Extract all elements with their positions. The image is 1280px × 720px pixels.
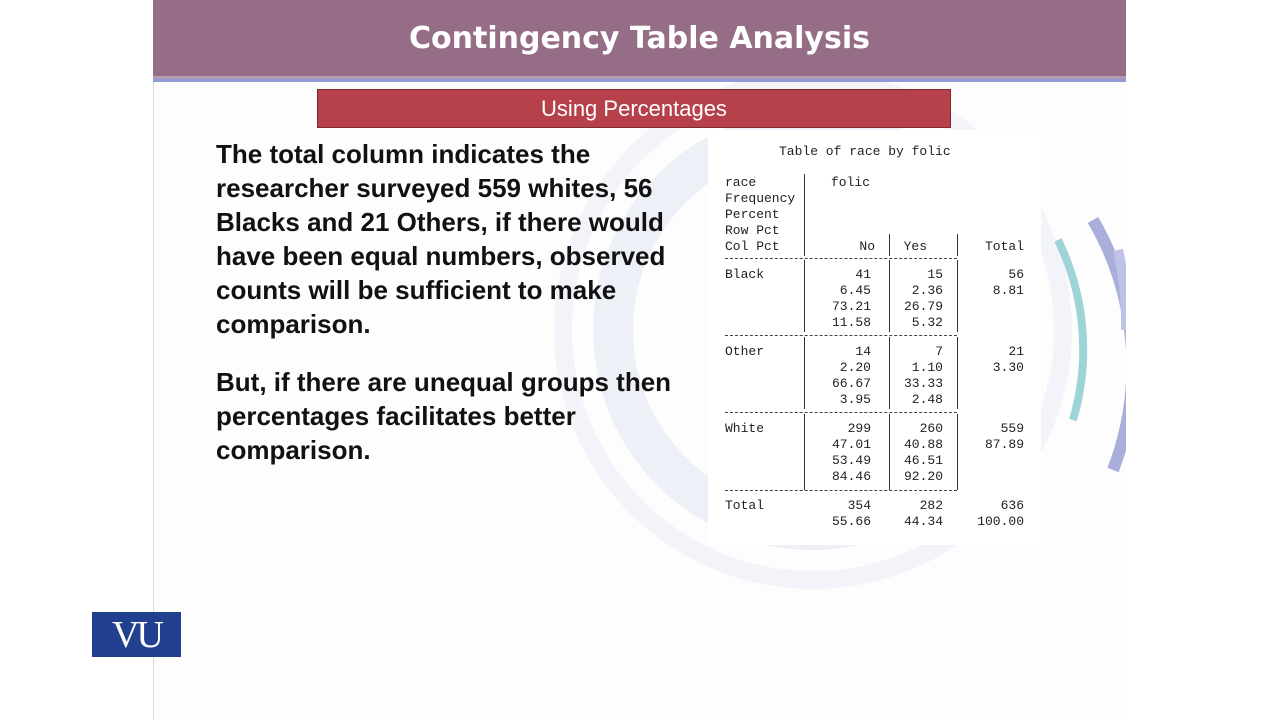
table-cell: 2.36 [911,283,943,298]
table-cell: 87.89 [984,437,1024,452]
table-cell: 14 [855,344,871,359]
table-cell: 26.79 [903,299,943,314]
contingency-table-image [708,130,1041,545]
divider [957,234,958,256]
table-cell: 40.88 [903,437,943,452]
table-cell: 46.51 [903,453,943,468]
table-cell: 53.49 [831,453,871,468]
slide [153,0,1126,720]
divider [725,490,957,491]
table-cell: 41 [855,267,871,282]
table-title: Table of race by folic [779,144,951,159]
subtitle-bar [317,89,951,128]
table-cell: 2.48 [911,392,943,407]
row-label: Total [725,498,765,513]
divider [957,414,958,490]
table-cell: 47.01 [831,437,871,452]
column-header: Yes [903,239,927,254]
table-cell: 299 [847,421,871,436]
paragraph-2: But, if there are unequal groups then percentages facilitates better comparison. [216,367,672,465]
table-cell: 44.34 [903,514,943,529]
table-cell: 8.81 [992,283,1024,298]
table-cell: 66.67 [831,376,871,391]
divider [725,258,957,259]
row-label: White [725,421,765,436]
table-cell: 559 [1000,421,1024,436]
column-variable-label: folic [831,175,871,190]
table-cell: 260 [919,421,943,436]
table-cell: 282 [919,498,943,513]
table-cell: 92.20 [903,469,943,484]
table-cell: 6.45 [839,283,871,298]
table-cell: 5.32 [911,315,943,330]
divider [889,337,890,409]
table-cell: 100.00 [977,514,1024,529]
divider [725,335,957,336]
table-cell: 7 [935,344,943,359]
divider [804,414,805,490]
column-header: No [859,239,875,254]
stat-label: Col Pct [725,239,780,254]
divider [804,337,805,409]
table-cell: 56 [1008,267,1024,282]
table-cell: 1.10 [911,360,943,375]
divider [804,260,805,332]
divider [804,174,805,256]
row-label: Other [725,344,765,359]
stat-label: Frequency [725,191,796,206]
subtitle: Using Percentages [541,95,727,121]
stat-label: Row Pct [725,223,780,238]
table-cell: 21 [1008,344,1024,359]
paragraph-1: The total column indicates the researcher surveyed 559 whites, 56 Blacks and 21 Others, if there would have been equal numbers, observed counts will be sufficient to make comparison. [216,139,666,339]
row-label: Black [725,267,765,282]
table-cell: 55.66 [831,514,871,529]
slide-title: Contingency Table Analysis [409,20,870,56]
table-cell: 2.20 [839,360,871,375]
table-cell: 84.46 [831,469,871,484]
table-cell: 33.33 [903,376,943,391]
table-cell: 354 [847,498,871,513]
table-cell: 11.58 [831,315,871,330]
table-cell: 73.21 [831,299,871,314]
stat-label: Percent [725,207,780,222]
divider [889,234,890,256]
row-variable-label: race [725,175,757,190]
table-cell: 3.95 [839,392,871,407]
divider [957,337,958,409]
vu-logo [92,612,181,657]
title-bar [153,0,1126,76]
table-cell: 15 [927,267,943,282]
body-text [216,137,686,491]
divider [889,414,890,490]
column-header: Total [984,239,1024,254]
table-cell: 3.30 [992,360,1024,375]
divider [957,260,958,332]
logo-text: VU [112,613,161,656]
divider [889,260,890,332]
divider [725,412,957,413]
table-cell: 636 [1000,498,1024,513]
title-underline-accent [153,79,1126,82]
